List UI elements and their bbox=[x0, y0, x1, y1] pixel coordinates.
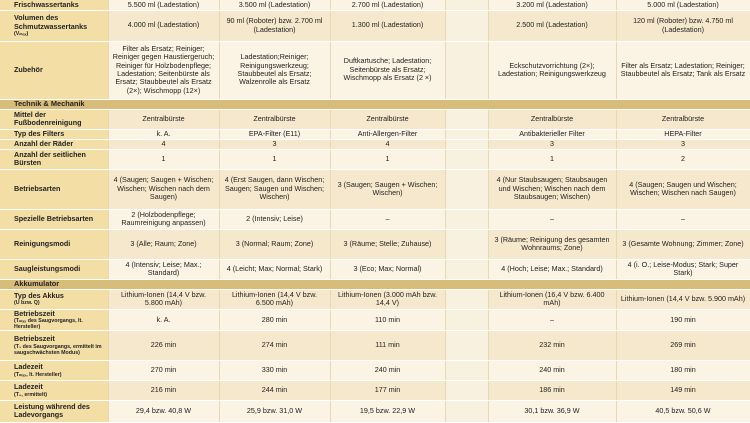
table-row bbox=[0, 380, 750, 400]
table-cell: Filter als Ersatz; Reiniger; Reiniger gegen Haustiergeruch; Reiniger für Holzbodenpflege; Ladestation; Seitenbürste als Ersatz; Staubbeutel als Ersatz (2×); Wischmopp (12×) bbox=[108, 41, 219, 99]
table-cell: Lithium-Ionen (14,4 V bzw. 5.800 mAh) bbox=[108, 289, 219, 309]
table-cell: 226 min bbox=[108, 330, 219, 360]
table-cell: 4 bbox=[108, 139, 219, 149]
table-cell: 3.500 ml (Ladestation) bbox=[219, 0, 330, 10]
table-cell: 4 (Erst Saugen, dann Wischen; Saugen; Saugen und Wischen; Wischen) bbox=[219, 169, 330, 209]
table-cell: 2.500 ml (Ladestation) bbox=[488, 10, 616, 41]
table-cell: 177 min bbox=[330, 380, 445, 400]
table-cell: Eckschutzvorrichtung (2×); Ladestation; Reinigungswerkzeug bbox=[488, 41, 616, 99]
table-cell: 1 bbox=[219, 149, 330, 169]
table-cell: 216 min bbox=[108, 380, 219, 400]
row-label-subtext: (Vₘₐₓ) bbox=[14, 30, 29, 37]
table-row bbox=[0, 149, 750, 169]
table-cell: 149 min bbox=[616, 380, 750, 400]
table-row bbox=[0, 400, 750, 422]
table-cell: 4 (Saugen; Saugen und Wischen; Wischen; Wischen nach Saugen) bbox=[616, 169, 750, 209]
row-label bbox=[0, 309, 108, 330]
table-cell: Lithium-Ionen (3.000 mAh bzw. 14,4 V) bbox=[330, 289, 445, 309]
table-cell: – bbox=[616, 209, 750, 229]
row-label-subtext: (Tₘₐₓ des Saugvorgangs, lt. Hersteller) bbox=[14, 317, 83, 330]
table-cell: 1 bbox=[488, 149, 616, 169]
table-cell: 110 min bbox=[330, 309, 445, 330]
table-cell: 240 min bbox=[488, 360, 616, 380]
row-label bbox=[0, 149, 108, 169]
table-cell: 240 min bbox=[330, 360, 445, 380]
blank-column-cell bbox=[445, 149, 488, 169]
blank-column-cell bbox=[445, 129, 488, 139]
table-cell: 330 min bbox=[219, 360, 330, 380]
row-label bbox=[0, 10, 108, 41]
table-cell: 3 bbox=[219, 139, 330, 149]
table-cell: 3.200 ml (Ladestation) bbox=[488, 0, 616, 10]
row-label bbox=[0, 330, 108, 360]
table-cell: 270 min bbox=[108, 360, 219, 380]
table-row bbox=[0, 41, 750, 99]
table-cell: 25,9 bzw. 31,0 W bbox=[219, 400, 330, 422]
blank-column-cell bbox=[445, 41, 488, 99]
section-title: Technik & Mechanik bbox=[0, 99, 750, 109]
section-title: Akkumulator bbox=[0, 279, 750, 289]
table-cell: 2 bbox=[616, 149, 750, 169]
table-cell: 40,5 bzw. 50,6 W bbox=[616, 400, 750, 422]
table-cell: 244 min bbox=[219, 380, 330, 400]
row-label-text: Anzahl der seitlichen Bürsten bbox=[14, 149, 86, 167]
table-cell: 3 (Saugen; Saugen + Wischen; Wischen) bbox=[330, 169, 445, 209]
row-label bbox=[0, 360, 108, 380]
blank-column-cell bbox=[445, 139, 488, 149]
table-cell: Filter als Ersatz; Ladestation; Reiniger; Staubbeutel als Ersatz; Tank als Ersatz bbox=[616, 41, 750, 99]
table-cell: Zentralbürste bbox=[219, 109, 330, 129]
row-label bbox=[0, 380, 108, 400]
blank-column-cell bbox=[445, 169, 488, 209]
table-cell: 3 bbox=[616, 139, 750, 149]
blank-column-cell bbox=[445, 400, 488, 422]
row-label-text: Typ des Filters bbox=[14, 129, 65, 138]
table-cell: 3 (Alle; Raum; Zone) bbox=[108, 229, 219, 259]
table-cell: 1 bbox=[108, 149, 219, 169]
row-label-text: Saugleistungsmodi bbox=[14, 263, 81, 273]
table-cell: 2.700 ml (Ladestation) bbox=[330, 0, 445, 10]
table-cell: 2 (Holzbodenpflege; Raumreinigung anpassen) bbox=[108, 209, 219, 229]
table-cell: 186 min bbox=[488, 380, 616, 400]
row-label-text: Zubehör bbox=[14, 64, 43, 74]
blank-column-cell bbox=[445, 109, 488, 129]
table-row bbox=[0, 330, 750, 360]
row-label bbox=[0, 209, 108, 229]
table-cell: 111 min bbox=[330, 330, 445, 360]
table-row bbox=[0, 139, 750, 149]
table-row bbox=[0, 129, 750, 139]
table-cell: 4 bbox=[330, 139, 445, 149]
table-row bbox=[0, 109, 750, 129]
section-header-row bbox=[0, 99, 750, 109]
blank-column-cell bbox=[445, 259, 488, 279]
row-label-text: Ladezeit bbox=[14, 382, 43, 392]
table-row bbox=[0, 309, 750, 330]
table-cell: 30,1 bzw. 36,9 W bbox=[488, 400, 616, 422]
row-label-subtext: (T₀, ermittelt) bbox=[14, 391, 47, 398]
table-cell: 2 (Intensiv; Leise) bbox=[219, 209, 330, 229]
table-cell: 4.000 ml (Ladestation) bbox=[108, 10, 219, 41]
table-cell: 19,5 bzw. 22,9 W bbox=[330, 400, 445, 422]
row-label bbox=[0, 139, 108, 149]
blank-column-cell bbox=[445, 209, 488, 229]
blank-column-cell bbox=[445, 360, 488, 380]
table-cell: 280 min bbox=[219, 309, 330, 330]
table-cell: 3 (Gesamte Wohnung; Zimmer; Zone) bbox=[616, 229, 750, 259]
row-label bbox=[0, 289, 108, 309]
table-cell: 4 (Leicht; Max; Normal; Stark) bbox=[219, 259, 330, 279]
table-cell: Lithium-Ionen (14,4 V bzw. 6.500 mAh) bbox=[219, 289, 330, 309]
table-cell: Zentralbürste bbox=[330, 109, 445, 129]
table-cell: 1 bbox=[330, 149, 445, 169]
table-row bbox=[0, 0, 750, 10]
row-label bbox=[0, 400, 108, 422]
blank-column-cell bbox=[445, 309, 488, 330]
table-cell: 120 ml (Roboter) bzw. 4.750 ml (Ladestation) bbox=[616, 10, 750, 41]
table-cell: Zentralbürste bbox=[108, 109, 219, 129]
table-row bbox=[0, 209, 750, 229]
row-label bbox=[0, 259, 108, 279]
row-label bbox=[0, 129, 108, 139]
table-cell: Lithium-Ionen (16,4 V bzw. 6.400 mAh) bbox=[488, 289, 616, 309]
table-cell: Lithium-Ionen (14,4 V bzw. 5.900 mAh) bbox=[616, 289, 750, 309]
table-cell: 4 (Intensiv; Leise; Max.; Standard) bbox=[108, 259, 219, 279]
table-cell: EPA-Filter (E11) bbox=[219, 129, 330, 139]
blank-column-cell bbox=[445, 0, 488, 10]
table-row bbox=[0, 229, 750, 259]
row-label bbox=[0, 0, 108, 10]
table-cell: k. A. bbox=[108, 129, 219, 139]
table-cell: 3 (Normal; Raum; Zone) bbox=[219, 229, 330, 259]
blank-column-cell bbox=[445, 229, 488, 259]
table-cell: 180 min bbox=[616, 360, 750, 380]
table-cell: 269 min bbox=[616, 330, 750, 360]
row-label-text: Betriebsarten bbox=[14, 183, 61, 193]
table-cell: 232 min bbox=[488, 330, 616, 360]
row-label-text: Reinigungsmodi bbox=[14, 238, 71, 248]
row-label-text: Betriebszeit bbox=[14, 309, 55, 318]
table-cell: 3 (Eco; Max; Normal) bbox=[330, 259, 445, 279]
table-cell: Antibakterieller Filter bbox=[488, 129, 616, 139]
table-cell: Ladestation;Reiniger; Reinigungswerkzeug; Staubbeutel als Ersatz; Walzenrolle als Ersatz bbox=[219, 41, 330, 99]
table-cell: Zentralbürste bbox=[488, 109, 616, 129]
row-label-text: Frischwassertanks bbox=[14, 0, 79, 9]
blank-column-cell bbox=[445, 289, 488, 309]
table-cell: HEPA-Filter bbox=[616, 129, 750, 139]
row-label-text: Spezielle Betriebsarten bbox=[14, 213, 94, 223]
table-cell: 29,4 bzw. 40,8 W bbox=[108, 400, 219, 422]
table-cell: 190 min bbox=[616, 309, 750, 330]
table-row bbox=[0, 259, 750, 279]
row-label-subtext: (Tₘₐₓ, lt. Hersteller) bbox=[14, 371, 62, 378]
row-label-subtext: (U bzw. Q) bbox=[14, 300, 40, 307]
blank-column-cell bbox=[445, 380, 488, 400]
table-cell: 5.500 ml (Ladestation) bbox=[108, 0, 219, 10]
table-cell: 5.000 ml (Ladestation) bbox=[616, 0, 750, 10]
table-cell: – bbox=[330, 209, 445, 229]
row-label-text: Betriebszeit bbox=[14, 334, 55, 344]
table-cell: – bbox=[488, 309, 616, 330]
table-cell: k. A. bbox=[108, 309, 219, 330]
section-header-row bbox=[0, 279, 750, 289]
row-label bbox=[0, 229, 108, 259]
table-cell: Anti-Allergen-Filter bbox=[330, 129, 445, 139]
table-cell: 274 min bbox=[219, 330, 330, 360]
row-label-text: Volumen des Schmutzwassertanks bbox=[14, 13, 88, 31]
row-label-text: Typ des Akkus bbox=[14, 290, 64, 300]
blank-column-cell bbox=[445, 10, 488, 41]
table-cell: 4 (Hoch; Leise; Max.; Standard) bbox=[488, 259, 616, 279]
row-label bbox=[0, 41, 108, 99]
table-cell: 3 (Räume; Reinigung des gesamten Wohnraums; Zone) bbox=[488, 229, 616, 259]
row-label bbox=[0, 169, 108, 209]
table-row bbox=[0, 10, 750, 41]
table-cell: Duftkartusche; Ladestation; Seitenbürste als Ersatz; Wischmopp als Ersatz (2 ×) bbox=[330, 41, 445, 99]
table-row bbox=[0, 360, 750, 380]
row-label-text: Mittel der Fußbodenreinigung bbox=[14, 109, 82, 127]
table-cell: 4 (i. O.; Leise-Modus; Stark; Super Stark) bbox=[616, 259, 750, 279]
table-cell: 90 ml (Roboter) bzw. 2.700 ml (Ladestation) bbox=[219, 10, 330, 41]
table-cell: 3 (Räume; Stelle; Zuhause) bbox=[330, 229, 445, 259]
blank-column-cell bbox=[445, 330, 488, 360]
table-cell: – bbox=[488, 209, 616, 229]
row-label-subtext: (T₁ des Saugvorgangs, ermittelt im saugschwächsten Modus) bbox=[14, 343, 102, 356]
table-row bbox=[0, 289, 750, 309]
table-row bbox=[0, 169, 750, 209]
table-cell: 1.300 ml (Ladestation) bbox=[330, 10, 445, 41]
table-cell: 4 (Saugen; Saugen + Wischen; Wischen; Wischen nach dem Saugen) bbox=[108, 169, 219, 209]
row-label-text: Ladezeit bbox=[14, 362, 43, 372]
row-label-text: Leistung während des Ladevorgangs bbox=[14, 402, 90, 420]
row-label bbox=[0, 109, 108, 129]
table-cell: 3 bbox=[488, 139, 616, 149]
table-cell: 4 (Nur Staubsaugen; Staubsaugen und Wischen; Wischen nach dem Staubsaugen; Wischen) bbox=[488, 169, 616, 209]
row-label-text: Anzahl der Räder bbox=[14, 139, 74, 148]
table-cell: Zentralbürste bbox=[616, 109, 750, 129]
